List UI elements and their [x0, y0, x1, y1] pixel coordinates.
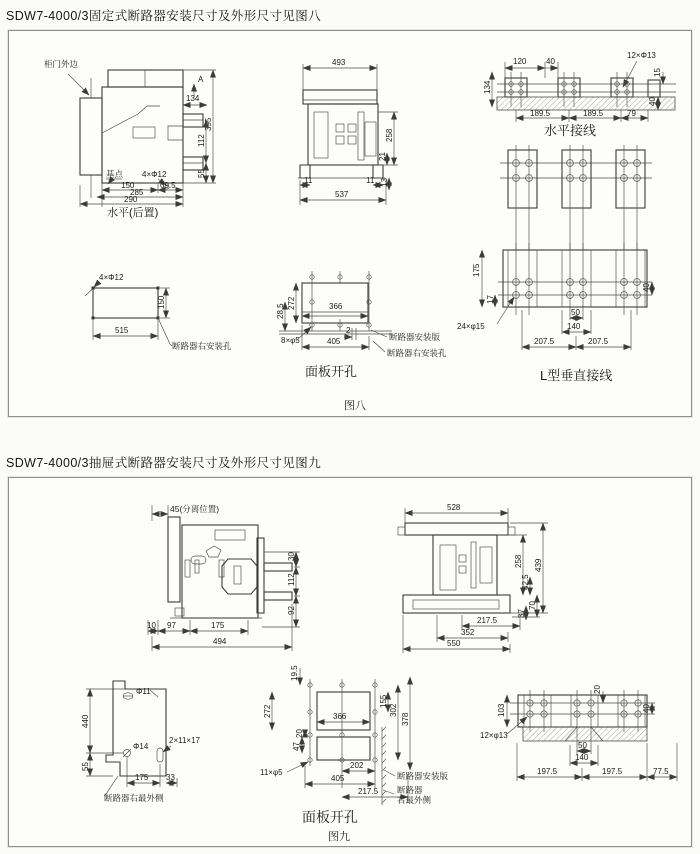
fig8-front-right-dims: [378, 112, 398, 190]
fig8-panel-caption: 面板开孔: [305, 364, 358, 379]
svg-text:11×φ5: 11×φ5: [260, 768, 283, 777]
dia-11-label: Φ11: [136, 687, 151, 696]
fig9-panel-caption: 面板开孔: [302, 809, 358, 825]
svg-text:24×φ15: 24×φ15: [457, 322, 485, 331]
holes-4xphi12-mount-label: [94, 273, 124, 287]
svg-text:10: 10: [147, 621, 156, 630]
svg-text:207.5: 207.5: [534, 337, 555, 346]
dim-515: 515: [115, 326, 129, 335]
dim-366-f9: 366: [333, 712, 347, 721]
dim-440: 440: [81, 714, 90, 728]
dim-11-left: [300, 176, 313, 185]
svg-text:550: 550: [447, 639, 461, 648]
dim-493: 493: [332, 58, 346, 67]
svg-text:189.5: 189.5: [530, 109, 551, 118]
svg-text:189.5: 189.5: [583, 109, 604, 118]
slot-label: [163, 736, 201, 752]
svg-text:494: 494: [213, 637, 227, 646]
svg-text:140: 140: [567, 322, 581, 331]
svg-text:258: 258: [385, 128, 394, 142]
dim-272-f9: 272: [263, 704, 272, 718]
dim-40-lvert: 40: [642, 283, 651, 292]
dim-366: 366: [329, 302, 343, 311]
fig9-front-bottom-dims: [403, 615, 520, 653]
dim-20-term: 20: [593, 685, 602, 694]
dim-15: 15: [653, 68, 662, 77]
fig9-side-bottom-dims: [147, 604, 292, 651]
panel-holes: [310, 271, 371, 331]
svg-text:217.5: 217.5: [358, 787, 379, 796]
svg-text:断路器右安装孔: 断路器右安装孔: [387, 348, 447, 358]
dim-55: [197, 163, 206, 183]
svg-text:A: A: [198, 75, 204, 84]
svg-text:断路器安装版: 断路器安装版: [397, 771, 449, 781]
fig9-front-right-dims: [497, 523, 548, 620]
svg-text:79: 79: [627, 109, 636, 118]
fig8-side-caption: 水平(后置): [107, 207, 159, 219]
fig9-side-view-drawing: [147, 504, 300, 651]
fig9-plate-bottom-dims: [127, 757, 177, 787]
dim-155: 155: [379, 694, 388, 708]
svg-text:断路器右最外侧: 断路器右最外侧: [104, 793, 164, 803]
svg-text:12×Φ13: 12×Φ13: [627, 51, 656, 60]
dim-134: [183, 94, 207, 105]
svg-text:258: 258: [514, 554, 523, 568]
svg-text:4×Φ12: 4×Φ12: [142, 170, 167, 179]
fig9-front-view-drawing: [398, 503, 548, 653]
door-edge-label: 柜门外边: [44, 59, 79, 69]
svg-text:77.5: 77.5: [653, 767, 669, 776]
svg-text:21: 21: [378, 152, 387, 161]
holes-11xphi5-label: [260, 762, 308, 777]
svg-text:395: 395: [204, 117, 213, 131]
svg-text:352: 352: [461, 628, 475, 637]
fig8-horizontal-connection-drawing: [483, 51, 676, 138]
svg-text:92: 92: [287, 606, 296, 615]
svg-text:70: 70: [528, 601, 537, 610]
svg-text:439: 439: [534, 558, 543, 572]
svg-text:134: 134: [186, 94, 200, 103]
dim-28-5: 28.5: [276, 303, 285, 319]
svg-text:11: 11: [366, 176, 375, 185]
dim-17: 17: [486, 295, 495, 304]
fig8-caption: 图八: [344, 400, 366, 412]
svg-text:42.5: 42.5: [521, 574, 530, 590]
svg-text:140: 140: [575, 753, 589, 762]
dim-120: 120: [513, 57, 527, 66]
svg-text:2×11×17: 2×11×17: [169, 736, 200, 745]
fig8-lvert-bottom-dims: [522, 308, 631, 350]
fig8-side-view-drawing: [44, 59, 216, 219]
svg-text:右最外侧: 右最外侧: [397, 795, 432, 805]
svg-text:197.5: 197.5: [537, 767, 558, 776]
svg-text:285: 285: [130, 188, 144, 197]
svg-text:207.5: 207.5: [588, 337, 609, 346]
svg-text:112: 112: [287, 573, 296, 586]
dim-134-horiz: 134: [483, 80, 492, 94]
dim-378: 378: [401, 712, 410, 726]
svg-text:13: 13: [380, 178, 389, 187]
dim-272: 272: [287, 296, 296, 310]
svg-text:290: 290: [124, 195, 138, 204]
svg-text:30: 30: [287, 552, 296, 561]
dim-2: [344, 326, 356, 340]
svg-text:33: 33: [166, 773, 175, 782]
holes-12xphi13-term-label: [480, 717, 527, 740]
plate-leader: [104, 776, 164, 803]
fig9-side-plate-drawing: [81, 681, 201, 803]
svg-text:2: 2: [346, 326, 351, 335]
dim-528: 528: [447, 503, 461, 512]
fig8-horiz-bottom-dims: [516, 109, 648, 122]
svg-text:175: 175: [211, 621, 225, 630]
svg-text:405: 405: [331, 774, 345, 783]
fig9-caption: 图九: [328, 831, 350, 843]
dim-405: 405: [327, 337, 341, 346]
dim-40-right: 40: [648, 97, 657, 106]
fig8-title: SDW7-4000/3固定式断路器安装尺寸及外形尺寸见图八: [6, 9, 322, 23]
svg-text:197.5: 197.5: [602, 767, 623, 776]
upper-terminal-plates: [500, 145, 652, 250]
svg-text:断路器: 断路器: [397, 785, 423, 795]
fig8-mounting-holes-drawing: [85, 273, 232, 351]
svg-text:112: 112: [197, 134, 206, 147]
svg-text:150: 150: [121, 181, 135, 190]
fig8-panel-cutout-drawing: [276, 271, 447, 379]
mount-leader: [158, 318, 232, 351]
svg-text:断路器安装版: 断路器安装版: [389, 332, 441, 342]
fig8-front-view-drawing: [298, 58, 398, 205]
dia-14-label: Φ14: [133, 742, 149, 751]
svg-text:537: 537: [335, 190, 349, 199]
dim-103: 103: [497, 703, 506, 717]
dim-20-f9: 20: [295, 729, 304, 738]
fig9-title: SDW7-4000/3抽屉式断路器安装尺寸及外形尺寸见图九: [6, 456, 322, 470]
dim-19-5: 19.5: [290, 665, 299, 681]
svg-text:69.5: 69.5: [160, 181, 176, 190]
fig8-lvert-caption: L型垂直接线: [540, 368, 613, 383]
svg-text:8×φ5: 8×φ5: [281, 336, 300, 345]
dim-150-mount: 150: [157, 295, 166, 309]
section-a-arrow: [194, 75, 204, 96]
fig9-terminal-drawing: [480, 685, 677, 781]
svg-text:175: 175: [135, 773, 149, 782]
fig9-panel-bottom-dims: [305, 761, 408, 801]
svg-text:4×Φ12: 4×Φ12: [99, 273, 124, 282]
svg-text:217.5: 217.5: [477, 616, 498, 625]
separated-position-label: 45(分离位置): [170, 504, 220, 514]
dim-55-plate: 55: [81, 762, 90, 771]
svg-text:37: 37: [517, 609, 526, 618]
fig9-panel-cutout-drawing: [260, 665, 449, 825]
fig8-l-vertical-connection-drawing: [457, 145, 652, 383]
svg-text:12×φ13: 12×φ13: [480, 731, 508, 740]
svg-text:55: 55: [197, 169, 206, 178]
dim-302: 302: [389, 703, 398, 717]
dim-175-lvert: 175: [472, 263, 481, 277]
holes-8xphi5-label: [281, 327, 311, 345]
svg-text:50: 50: [578, 741, 587, 750]
dim-40-top: 40: [546, 57, 555, 66]
svg-text:11: 11: [304, 176, 313, 185]
fig8-side-bottom-dims: [80, 181, 183, 207]
dim-47: 47: [292, 742, 301, 751]
svg-text:97: 97: [167, 621, 176, 630]
svg-text:基点: 基点: [106, 169, 124, 179]
fig8-horiz-caption: 水平接线: [544, 123, 597, 138]
mounting-plate-edge: [382, 727, 449, 805]
terminal-holes: [527, 690, 641, 732]
svg-text:50: 50: [571, 308, 580, 317]
dim-40-term: 40: [642, 704, 651, 713]
svg-text:断路器右安装孔: 断路器右安装孔: [172, 341, 232, 351]
svg-text:202: 202: [350, 761, 364, 770]
